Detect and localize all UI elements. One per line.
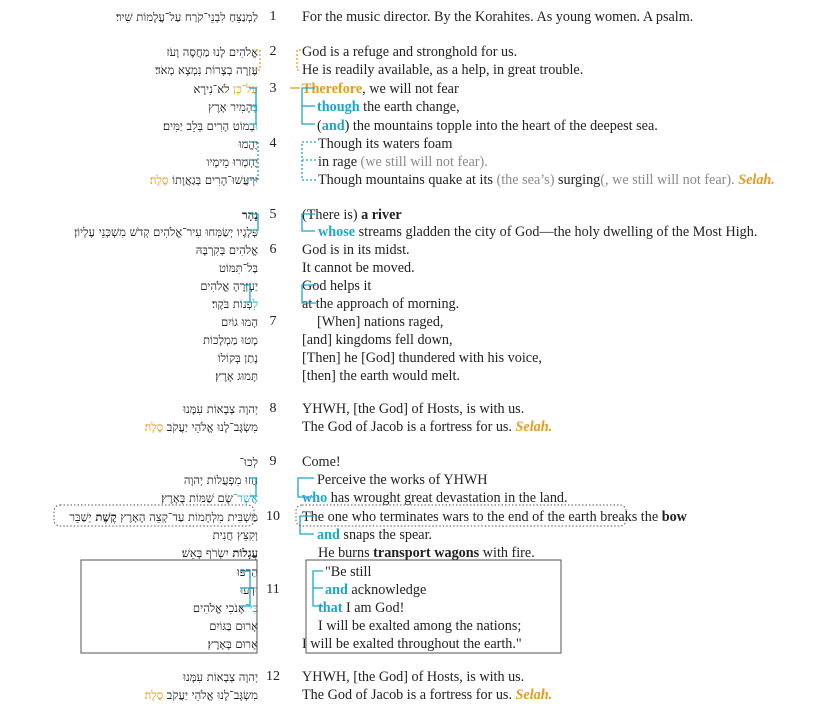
verse-number: 10 xyxy=(266,509,280,524)
text-segment: וּ xyxy=(255,119,258,133)
english-line xyxy=(302,367,460,385)
english-line xyxy=(302,80,459,98)
text-segment: בְּ xyxy=(252,100,258,114)
text-segment: The God of Jacob is a fortress for us. xyxy=(302,687,516,703)
text-segment: For the music director. By the Korahites. As young women. A psalm. xyxy=(302,9,694,25)
hebrew-line xyxy=(183,669,258,685)
text-segment: Therefore xyxy=(302,81,363,97)
text-segment: "Be still xyxy=(325,564,372,580)
english-line xyxy=(317,313,443,331)
english-line xyxy=(318,617,521,635)
text-segment: and xyxy=(321,118,345,134)
english-line xyxy=(317,98,460,116)
verse-number: 9 xyxy=(269,454,277,469)
text-segment: I will be exalted among the nations; xyxy=(318,618,522,634)
text-segment: a river xyxy=(361,207,402,223)
verse-number: 1 xyxy=(269,9,277,24)
english-line xyxy=(302,418,552,436)
text-segment: וּ xyxy=(255,583,258,597)
text-segment: יִשְׂרֹף בָּאֵשׁ׃ xyxy=(181,546,233,560)
hebrew-line xyxy=(237,564,258,580)
text-segment: כִּי־ xyxy=(244,601,258,615)
text-segment: הָמִיר אָרֶץ xyxy=(208,100,253,114)
verse-number: 3 xyxy=(269,81,277,96)
text-segment: קֶשֶׁת xyxy=(95,510,117,524)
text-segment: תָּמוּג אָרֶץ׃ xyxy=(215,369,258,383)
hebrew-line xyxy=(208,636,258,652)
hebrew-line xyxy=(203,332,258,348)
text-segment: [then] the earth would melt. xyxy=(302,368,460,384)
text-segment: דְעוּ xyxy=(240,583,256,597)
text-segment: ) the mountains topple into the heart of the deepest sea. xyxy=(344,118,658,134)
english-line xyxy=(302,349,542,367)
english-line xyxy=(302,508,687,526)
text-segment: Selah. xyxy=(515,687,553,703)
english-line xyxy=(302,295,459,313)
text-segment: whose xyxy=(318,224,356,240)
text-segment: snaps the spear. xyxy=(339,527,433,543)
text-segment: מִשְׂגָּב־לָנוּ אֱלֹהֵי יַעֲקֹב xyxy=(163,688,258,702)
text-segment: לִ xyxy=(252,297,258,311)
text-segment: Though mountains quake at its xyxy=(318,172,497,188)
hebrew-line xyxy=(150,172,258,188)
text-segment: מָטוּ מַמְלָכוֹת xyxy=(203,333,258,347)
verse-number: 6 xyxy=(269,242,277,257)
text-segment: מִשְׂגָּב־לָנוּ אֱלֹהֵי יַעֲקֹב xyxy=(163,420,258,434)
text-segment: נָהָר xyxy=(241,208,258,222)
hebrew-line xyxy=(74,224,258,240)
text-segment: יְשַׁבֵּר xyxy=(69,510,96,524)
text-segment: YHWH, [the God] of Hosts, is with us. xyxy=(302,401,525,417)
verse-number: 12 xyxy=(266,669,280,684)
text-segment: the earth change, xyxy=(359,99,460,115)
text-segment: Though its waters foam xyxy=(318,136,453,152)
text-segment: בְמוֹט הָרִים בְּלֵב יַמִּים׃ xyxy=(162,119,256,133)
english-line xyxy=(318,544,535,562)
text-segment: , we will not fear xyxy=(362,81,459,97)
hebrew-line xyxy=(196,242,258,258)
hebrew-line xyxy=(218,350,258,366)
text-segment: It cannot be moved. xyxy=(302,260,415,276)
english-line xyxy=(302,668,524,686)
verse-number: 4 xyxy=(269,136,277,151)
text-segment: יִרְעֲשׁוּ־הָרִים בְּגַאֲוָתוֹ xyxy=(168,173,258,187)
text-segment: לַמְנַצֵּחַ לִבְנֵי־קֹרַח עַל־עֲלָמוֹת שִׁיר׃ xyxy=(115,10,258,24)
text-segment: Come! xyxy=(302,454,341,470)
text-segment: אֱלֹהִים בְּקִרְבָּהּ xyxy=(195,243,258,257)
bracket-v2-english xyxy=(297,50,301,70)
hebrew-line xyxy=(69,509,258,525)
text-segment: has wrought great devastation in the land. xyxy=(327,490,568,506)
text-segment: עֶזְרָה בְצָרוֹת נִמְצָא מְאֹד׃ xyxy=(155,63,258,77)
hebrew-line xyxy=(212,296,258,312)
english-line xyxy=(302,277,371,295)
english-line xyxy=(318,171,775,189)
text-segment: in rage xyxy=(318,154,361,170)
hebrew-line xyxy=(200,278,258,294)
text-segment: He burns xyxy=(318,545,374,561)
text-segment: though xyxy=(317,99,360,115)
hebrew-line xyxy=(240,454,258,470)
text-segment: לֹא־נִירָא xyxy=(193,82,234,96)
english-line xyxy=(317,471,487,489)
text-segment: אֲשֶׁר־ xyxy=(232,491,258,505)
text-segment: (, we still will not fear). xyxy=(600,172,735,188)
verse-number: 7 xyxy=(269,314,277,329)
text-segment: עֲגָלוֹת xyxy=(232,546,258,560)
hebrew-line xyxy=(184,472,258,488)
text-segment: Perceive the works of YHWH xyxy=(317,472,488,488)
text-segment: and xyxy=(325,582,348,598)
english-line xyxy=(302,400,524,418)
text-segment: וְקִצֵּץ חֲנִית xyxy=(212,528,258,542)
text-segment: bow xyxy=(661,509,687,525)
english-line xyxy=(318,153,488,171)
english-line xyxy=(318,599,404,617)
text-segment: אָרוּם בָּאָרֶץ׃ xyxy=(207,637,258,651)
hebrew-line xyxy=(182,545,258,561)
text-segment: at the approach of morning. xyxy=(302,296,460,312)
english-line xyxy=(302,259,415,277)
english-line xyxy=(325,563,371,581)
text-segment: [and] kingdoms fell down, xyxy=(302,332,453,348)
text-segment: God helps it xyxy=(302,278,372,294)
hebrew-line xyxy=(183,401,258,417)
english-line xyxy=(302,241,410,259)
text-segment: God is in its midst. xyxy=(302,242,410,258)
text-segment: The one who terminates wars to the end of the earth breaks the xyxy=(302,509,662,525)
hebrew-line xyxy=(240,582,258,598)
hebrew-line xyxy=(208,99,258,115)
hebrew-line xyxy=(166,44,258,60)
text-segment: סֶלָה׃ xyxy=(144,420,164,434)
text-segment: The God of Jacob is a fortress for us. xyxy=(302,419,516,435)
text-segment: לְכוּ־ xyxy=(239,455,258,469)
text-segment: עַל־כֵּן xyxy=(233,82,258,96)
english-line xyxy=(302,61,583,79)
text-segment: פְנוֹת בֹּקֶר׃ xyxy=(211,297,253,311)
text-segment: surging xyxy=(554,172,601,188)
english-line xyxy=(302,635,522,653)
text-segment: יֶהֱמוּ xyxy=(238,137,258,151)
text-segment: ( xyxy=(317,118,322,134)
text-segment: מַשְׁבִּית מִלְחָמוֹת עַד־קְצֵה הָאָרֶץ xyxy=(116,510,258,524)
text-segment: אֱלֹהִים לָנוּ מַחֲסֶה וָעֹז xyxy=(166,45,258,59)
hebrew-line xyxy=(155,62,258,78)
text-segment: (we still will not fear). xyxy=(360,154,488,170)
text-segment: חֲזוּ מִפְעֲלוֹת יְהוָה xyxy=(183,473,258,487)
text-segment: סֶלָה׃ xyxy=(149,173,169,187)
text-segment: transport wagons xyxy=(373,545,480,561)
text-segment: and xyxy=(317,527,340,543)
text-segment: with fire. xyxy=(479,545,535,561)
english-line xyxy=(302,686,552,704)
hebrew-line xyxy=(239,136,258,152)
hebrew-line xyxy=(221,314,258,330)
text-segment: YHWH, [the God] of Hosts, is with us. xyxy=(302,669,525,685)
hebrew-line xyxy=(163,118,258,134)
english-line xyxy=(318,135,452,153)
text-segment: פְּלָגָיו יְשַׂמְּחוּ עִיר־אֱלֹהִים קְדֹשׁ מִשְׁכְּנֵי עֶלְיוֹן׃ xyxy=(74,225,258,239)
text-segment: יְהוָה צְבָאוֹת עִמָּנוּ xyxy=(183,670,258,684)
hebrew-line xyxy=(194,81,259,97)
text-segment: I will be exalted throughout the earth." xyxy=(302,636,522,652)
text-segment: יֶחְמְרוּ מֵימָיו xyxy=(206,155,258,169)
english-line xyxy=(325,581,426,599)
hebrew-line xyxy=(161,490,258,506)
text-segment: שָׂם שַׁמּוֹת בָּאָרֶץ׃ xyxy=(161,491,233,505)
hebrew-line xyxy=(209,618,258,634)
text-segment: God is a refuge and stronghold for us. xyxy=(302,44,518,60)
verse-number: 2 xyxy=(269,44,277,59)
text-segment: יְהוָה צְבָאוֹת עִמָּנוּ xyxy=(183,402,258,416)
english-line xyxy=(302,206,402,224)
text-segment: He is readily available, as a help, in great trouble. xyxy=(302,62,584,78)
english-line xyxy=(317,117,658,135)
text-segment: [When] nations raged, xyxy=(317,314,444,330)
text-segment: Selah. xyxy=(738,172,775,188)
hebrew-line xyxy=(242,207,258,223)
hebrew-line xyxy=(215,368,258,384)
text-segment: [Then] he [God] thundered with his voice, xyxy=(302,350,542,366)
text-segment: הָמוּ גוֹיִם xyxy=(221,315,258,329)
text-segment: that xyxy=(318,600,343,616)
text-segment: אָנֹכִי אֱלֹהִים xyxy=(192,601,245,615)
verse-number: 8 xyxy=(269,401,277,416)
text-segment: יַעְזְרֶהָ אֱלֹהִים xyxy=(200,279,258,293)
text-segment: (There is) xyxy=(302,207,362,223)
bracket-v4-english xyxy=(302,142,316,180)
hebrew-line xyxy=(145,419,258,435)
hebrew-line xyxy=(116,9,258,25)
hebrew-line xyxy=(213,527,258,543)
english-line xyxy=(302,489,568,507)
english-line xyxy=(302,43,517,61)
text-segment: who xyxy=(302,490,328,506)
text-segment: הַרְפּוּ xyxy=(236,565,258,579)
english-line xyxy=(302,8,693,26)
text-segment: Selah. xyxy=(515,419,553,435)
verse-number: 11 xyxy=(266,582,280,597)
text-segment: אָרוּם בַּגּוֹיִם xyxy=(209,619,258,633)
text-segment: בַּל־תִּמּוֹט xyxy=(218,261,258,275)
english-line xyxy=(318,223,757,241)
text-segment: acknowledge xyxy=(347,582,427,598)
text-segment: נָתַן בְּקוֹלוֹ xyxy=(217,351,258,365)
text-segment: סֶלָה׃ xyxy=(144,688,164,702)
hebrew-line xyxy=(219,260,258,276)
hebrew-line xyxy=(193,600,258,616)
hebrew-line xyxy=(145,687,258,703)
text-segment: (the sea’s) xyxy=(496,172,555,188)
english-line xyxy=(317,526,432,544)
text-segment: I am God! xyxy=(342,600,405,616)
english-line xyxy=(302,453,341,471)
hebrew-line xyxy=(207,154,259,170)
verse-number: 5 xyxy=(269,207,277,222)
text-segment: streams gladden the city of God—the holy dwelling of the Most High. xyxy=(355,224,758,240)
english-line xyxy=(302,331,453,349)
